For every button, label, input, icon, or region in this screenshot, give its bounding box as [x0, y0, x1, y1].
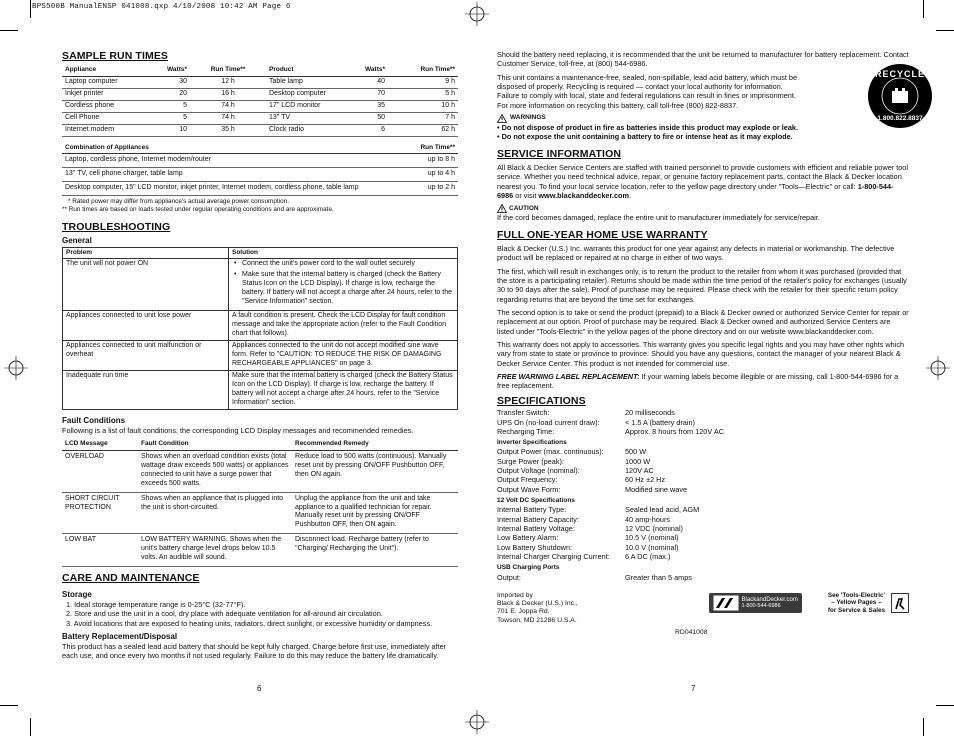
- spec-row: [497, 475, 909, 484]
- table-cell: Laptop, cordless phone, Internet modem/router: [65, 155, 211, 163]
- fault-table: [62, 439, 458, 567]
- spec-row: [497, 533, 909, 542]
- table-cell: Clock radio: [269, 125, 305, 133]
- spec-label: Transfer Switch:: [497, 408, 550, 418]
- right-column: [497, 50, 909, 637]
- table-row: [62, 534, 458, 567]
- column-header: Solution: [229, 247, 458, 258]
- table-cell: 9 h: [445, 77, 455, 85]
- table-row: [63, 259, 458, 311]
- spec-label: Output Power (max. continuous):: [497, 447, 604, 457]
- table-row: [63, 311, 458, 341]
- spec-row: [497, 447, 909, 456]
- table-row: [62, 112, 458, 124]
- table-cell: Table lamp: [269, 77, 303, 85]
- spec-row: [497, 408, 909, 417]
- imported-by-block: [497, 592, 578, 625]
- warranty-heading: FULL ONE-YEAR HOME USE WARRANTY: [497, 228, 708, 241]
- troubleshooting-table: [62, 247, 458, 410]
- combination-table: [62, 143, 458, 196]
- table-row: [63, 341, 458, 371]
- spec-row: [497, 552, 909, 561]
- spec-label: Low Battery Shutdown:: [497, 542, 573, 552]
- warranty-paragraph: The first, which will result in exchanges only, is to return the product to the retailer from whom it was purchased (provided that the store is a participating retailer). Returns should be made within the time period of the retailer's policy for exchanges (usually 30 to 90 days after the sale). Proof of purchase may be required. Please check with the retailer for their specific return policy regarding returns that are beyond the time set for exchanges.: [497, 266, 907, 304]
- spec-value: 12 VDC (nominal): [625, 524, 683, 534]
- spec-label: Internal Battery Voltage:: [497, 524, 575, 534]
- brand-block: [709, 592, 909, 614]
- column-header: Recommended Remedy: [295, 440, 369, 448]
- storage-item: 2. Store and use the unit in a cool, dry place with adequate ventilation for all-around air circulation.: [66, 609, 383, 619]
- column-header: Combination of Appliances: [65, 143, 149, 151]
- table-cell: 10: [179, 125, 187, 133]
- table-cell: Cordless phone: [65, 101, 115, 109]
- spec-value: 6 A DC (max.): [625, 552, 671, 562]
- problem-cell: The unit will not power ON: [63, 259, 229, 311]
- run-times-heading: SAMPLE RUN TIMES: [62, 50, 169, 62]
- storage-subheading: Storage: [62, 589, 92, 599]
- table-cell: Laptop computer: [65, 77, 118, 85]
- table-row: [62, 124, 458, 136]
- table-cell: up to 4 h: [427, 169, 455, 177]
- spec-row: [497, 515, 909, 524]
- problem-cell: Appliances connected to unit malfunction or overheat: [63, 341, 229, 371]
- label-replacement-text: If your warning labels become illegible or are missing, call 1-800-544-6986 for a free replacement.: [497, 372, 899, 391]
- table-cell: 62 h: [441, 125, 455, 133]
- bd-website-badge: [709, 593, 802, 613]
- spec-value: < 1.5 A (battery drain): [625, 417, 695, 427]
- see-line: for Service & Sales: [827, 606, 885, 614]
- spec-label: Surge Power (peak):: [497, 456, 564, 466]
- table-cell: Inkjet printer: [65, 89, 104, 97]
- table-row: [62, 88, 458, 100]
- imported-line: Black & Decker (U.S.) Inc.,: [497, 600, 578, 608]
- table-cell: 13" TV: [269, 113, 291, 121]
- recycle-seal: [868, 64, 932, 128]
- table-cell: Internet modem: [65, 125, 115, 133]
- warning-triangle-icon: [497, 114, 507, 123]
- spec-label: Output Frequency:: [497, 475, 558, 485]
- fault-conditions-subheading: Fault Conditions: [62, 415, 126, 425]
- warnings-title: WARNINGS: [510, 114, 546, 122]
- spec-label: Internal Battery Type:: [497, 505, 567, 515]
- service-paragraph: [497, 163, 909, 200]
- table-cell: up to 2 h: [427, 183, 455, 191]
- left-column: [62, 50, 458, 661]
- service-text: .: [628, 191, 631, 201]
- table-row: [62, 492, 458, 534]
- page-number: 7: [691, 684, 696, 693]
- warning-text: Do not expose the unit containing a battery to fire or intense heat as it may explode.: [501, 132, 793, 142]
- fault-header-row: [62, 439, 458, 450]
- table-cell: Shows when an overload condition exists (total wattage draw exceeds 500 watts) or appliances connected to unit have a surge power that exceeds 500 watts.: [141, 452, 289, 487]
- column-header: Fault Condition: [141, 440, 189, 448]
- warning-item: • Do not dispose of product in fire as batteries inside this product may explode or leak.: [497, 122, 798, 132]
- see-line: See 'Tools-Electric': [827, 592, 885, 600]
- spec-row: [497, 573, 909, 582]
- spec-label: Output:: [497, 572, 521, 582]
- table-row: [63, 371, 458, 410]
- spec-usb-list: [497, 573, 909, 582]
- see-line: – Yellow Pages –: [831, 599, 882, 607]
- spec-row: [497, 505, 909, 514]
- bd-site: BlackandDecker.com: [741, 596, 798, 603]
- warnings-title-row: [497, 114, 909, 123]
- warranty-paragraph: The second option is to take or send the product (prepaid) to a Black & Decker owned or authorized Service Center for repair or replacement at our option. Proof of purchase may be required. Black & Decker owned and authorized Service Centers are listed under "Tools-Electric" in the yellow pages of the phone directory and on our website www.blackanddecker.com.: [497, 308, 909, 336]
- run-times-header-row: [62, 65, 458, 76]
- table-cell: 74 h: [221, 113, 235, 121]
- warning-text: Do not dispose of product in fire as batteries inside this product may explode or leak.: [501, 122, 798, 132]
- table-cell: Reduce load to 500 watts (continuous). Manually reset unit by pressing ON/OFF Pushbutton OFF, then ON again.: [295, 452, 447, 478]
- spec-label: Recharging Time:: [497, 426, 555, 436]
- table-cell: 70: [377, 89, 385, 97]
- storage-item: 1. Ideal storage temperature range is 0-25°C (32-77°F).: [66, 599, 246, 609]
- spec-subheading: Inverter Specifications: [497, 439, 567, 447]
- intro-paragraph: This unit contains a maintenance-free, sealed, non-spillable, lead acid battery, which must be disposed of properly. Recycling is required — contact your local authority for information. Failure to comply with local, state and federal regulations can result in fines or imprisonment. For more information on recycling this battery, call toll-free (800) 822-8837.: [497, 72, 798, 110]
- fault-intro: Following is a list of fault conditions, the corresponding LCD Display messages and recommended remedies.: [62, 426, 414, 436]
- spec-row: [497, 524, 909, 533]
- imported-line: Imported by: [497, 592, 533, 600]
- label-replacement-title: FREE WARNING LABEL REPLACEMENT:: [497, 372, 640, 382]
- bd-phone: 1-800-544-6986: [741, 603, 781, 610]
- table-row: [62, 167, 458, 181]
- footer: [497, 592, 909, 625]
- table-row: [62, 100, 458, 112]
- specifications-heading: SPECIFICATIONS: [497, 394, 586, 407]
- spec-value: 10.0 V (nominal): [625, 542, 679, 552]
- troubleshooting-header-row: [63, 247, 458, 258]
- spec-row: [497, 418, 909, 427]
- spec-inverter-list: [497, 447, 909, 494]
- spec-value: 500 W: [625, 447, 647, 457]
- table-cell: Disconnect load. Recharge battery (refer to "Charging/ Recharging the Unit").: [295, 536, 429, 553]
- spec-general-list: [497, 408, 909, 436]
- spec-row: [497, 485, 909, 494]
- spec-label: Output Wave Form:: [497, 484, 561, 494]
- table-cell: Desktop computer: [269, 89, 326, 97]
- table-row: [62, 153, 458, 167]
- table-row: [62, 76, 458, 88]
- table-cell: 5: [183, 113, 187, 121]
- warning-item: • Do not expose the unit containing a battery to fire or intense heat as it may explode.: [497, 132, 793, 142]
- run-times-table: [62, 65, 458, 136]
- spec-row: [497, 427, 909, 436]
- table-row: [62, 181, 458, 195]
- table-cell: Desktop computer, 15" LCD monitor, inkjet printer, Internet modem, cordless phone, table lamp: [65, 183, 359, 191]
- table-cell: LOW BATTERY WARNING. Shows when the unit's battery charge level drops below 10.5 volts. An audible will sound.: [141, 536, 282, 562]
- column-header: Problem: [63, 247, 229, 258]
- table-cell: 16 h: [221, 89, 235, 97]
- footnote: ** Run times are based on loads tested under regular operating conditions and are approximate.: [62, 205, 334, 213]
- solution-cell: Appliances connected to the unit do not accept modified sine wave form. Refer to "CAUTION: TO REDUCE THE RISK OF DAMAGING RECHARGEABLE APPLIANCES" on page 3.: [229, 341, 458, 371]
- footnote: * Rated power may differ from appliance's actual average power consumption.: [68, 197, 289, 205]
- imported-line: 701 E. Joppa Rd.: [497, 608, 550, 616]
- caution-title: CAUTION: [509, 204, 539, 212]
- service-text: All Black & Decker Service Centers are staffed with trained personnel to provide customers with efficient and reliable power tool service. Whether you need technical advice, repair, or genuine factory replacement parts, contact the Black & Decker location nearest you. To find your local service location, refer to the yellow page directory under "Tools—Electric" or call:: [497, 163, 908, 191]
- label-replacement: [497, 372, 909, 391]
- table-cell: 40: [377, 77, 385, 85]
- spec-dc-list: [497, 505, 909, 561]
- column-header: Product: [269, 66, 294, 74]
- solution-cell: Make sure that the internal battery is charged (check the Battery Status Icon on the LCD Display). If charge is low, recharge the battery. If battery will not accept a charge after 24 hours, refer to the "Service Information" section.: [229, 371, 458, 410]
- column-header: Watts*: [167, 66, 187, 74]
- imported-line: Towson, MD 21286 U.S.A.: [497, 616, 577, 624]
- table-cell: 12 h: [221, 77, 235, 85]
- service-text: or visit: [513, 191, 539, 201]
- table-cell: 30: [179, 77, 187, 85]
- general-subheading: General: [62, 235, 92, 245]
- table-cell: 5: [183, 101, 187, 109]
- warranty-paragraph: This warranty does not apply to accessories. This warranty gives you specific legal rights and you may have other rights which vary from state to state or province to province. Should you have any questions, contact the manager of your nearest Black & Decker Service Center. This product is not intended for commercial use.: [497, 340, 905, 368]
- combination-header-row: [62, 143, 458, 154]
- solution-bullet: • Connect the unit's power cord to the wall outlet securely: [232, 260, 454, 269]
- table-cell: 13" TV, cell phone charger, table lamp: [65, 169, 183, 177]
- table-cell: 35: [377, 101, 385, 109]
- spec-label: Low Battery Alarm:: [497, 533, 559, 543]
- spec-value: 10.5 V (nominal): [625, 533, 679, 543]
- spec-label: Internal Charger Charging Current:: [497, 552, 610, 562]
- see-tools-block: [828, 592, 885, 614]
- table-cell: up to 8 h: [427, 155, 455, 163]
- service-phone: 1-800-544-6986: [497, 181, 894, 201]
- recycle-number: 1.800.822.8837: [877, 115, 923, 122]
- walking-fingers-icon: [891, 593, 909, 613]
- spec-label: UPS On (no-load current draw):: [497, 417, 600, 427]
- column-header: Run Time**: [420, 143, 455, 151]
- spec-value: Approx. 8 hours from 120V AC: [625, 426, 724, 436]
- spec-value: Greater than 5 amps: [625, 572, 692, 582]
- spec-label: Output Voltage (nominal):: [497, 466, 580, 476]
- bd-website-text: [742, 597, 798, 610]
- table-cell: 7 h: [445, 113, 455, 121]
- recycle-word: RECYCLE: [874, 69, 925, 79]
- service-url: www.blackanddecker.com: [538, 191, 629, 201]
- table-cell: 6: [381, 125, 385, 133]
- column-header: Appliance: [65, 66, 97, 74]
- document-code: RD041008: [675, 628, 708, 636]
- solution-bullet: • Make sure that the internal battery is charged (check the Battery Status Icon on the LCD Display). If charge is low, recharge the battery. If battery will not accept a charge after 24 hours, refer to the "Service Information" section.: [232, 271, 454, 307]
- table-cell: 74 h: [221, 101, 235, 109]
- service-heading: SERVICE INFORMATION: [497, 147, 622, 160]
- warranty-paragraph: Black & Decker (U.S.) Inc. warrants this product for one year against any defects in material or workmanship. The defective product will be replaced or repaired at no charge in either of two ways.: [497, 244, 895, 263]
- caution-triangle-icon: [497, 204, 507, 213]
- table-cell: Cell Phone: [65, 113, 100, 121]
- care-heading: CARE AND MAINTENANCE: [62, 572, 200, 585]
- table-cell: 20: [179, 89, 187, 97]
- table-cell: OVERLOAD: [65, 452, 104, 460]
- bd-logo-icon: [713, 595, 739, 611]
- storage-item: 3. Avoid locations that are exposed to heating units, radiators, direct sunlight, or excessive humidity or dampness.: [66, 618, 433, 628]
- table-cell: 10 h: [441, 101, 455, 109]
- table-row: [62, 450, 458, 492]
- table-cell: 5 h: [445, 89, 455, 97]
- table-cell: 50: [377, 113, 385, 121]
- intro-paragraph: Should the battery need replacing, it is recommended that the unit be returned to manufacturer for battery replacement. Contact Customer Service, toll-free, at (800) 544-6986.: [497, 50, 909, 69]
- solution-cell: [229, 259, 458, 311]
- solution-cell: A fault condition is present. Check the LCD Display for fault condition message and take the appropriate action (refer to the Fault Condition chart that follows).: [229, 311, 458, 341]
- page-number: 6: [257, 684, 262, 693]
- spec-row: [497, 466, 909, 475]
- table-cell: 35 h: [221, 125, 235, 133]
- battery-subheading: Battery Replacement/Disposal: [62, 631, 178, 641]
- table-cell: LOW BAT: [65, 536, 96, 544]
- column-header: Run Time**: [210, 66, 246, 74]
- spec-label: Internal Battery Capacity:: [497, 514, 579, 524]
- problem-cell: Appliances connected to unit lose power: [63, 311, 229, 341]
- spec-value: 20 milliseconds: [625, 408, 675, 418]
- battery-text: This product has a sealed lead acid battery that should be kept fully charged. Charge before first use, immediately after each use, and once every two months if not used regularly. Failure to do this may reduce the battery life dramatically.: [62, 642, 447, 661]
- spec-value: Modified sine wave: [625, 484, 688, 494]
- spec-value: 120V AC: [625, 466, 654, 476]
- column-header: Watts*: [365, 66, 385, 74]
- spec-value: Sealed lead acid, AGM: [625, 505, 700, 515]
- spec-value: 1000 W: [625, 456, 651, 466]
- caution-title-row: [497, 204, 909, 213]
- spec-subheading: USB Charging Ports: [497, 564, 560, 572]
- table-cell: Unplug the appliance from the unit and take appliance to a qualified technician for repair. Manually reset unit by pressing ON/OFF Pushbutton OFF, then ON again.: [295, 494, 432, 529]
- spec-value: 60 Hz ±2 Hz: [625, 475, 666, 485]
- column-header: LCD Message: [65, 440, 108, 448]
- table-cell: SHORT CIRCUIT PROTECTION: [65, 494, 120, 511]
- spec-row: [497, 457, 909, 466]
- spec-value: 40 amp-hours: [625, 514, 671, 524]
- column-header: Run Time**: [420, 66, 455, 74]
- troubleshooting-heading: TROUBLESHOOTING: [62, 221, 171, 234]
- caution-text: If the cord becomes damaged, replace the entire unit to manufacturer immediately for service/repair.: [497, 213, 820, 223]
- table-cell: 17" LCD monitor: [269, 101, 321, 109]
- right-page: [477, 0, 954, 736]
- problem-cell: Inadequate run time: [63, 371, 229, 410]
- spec-subheading: 12 Volt DC Specifications: [497, 497, 575, 505]
- spec-row: [497, 543, 909, 552]
- table-cell: Shows when an appliance that is plugged into the unit is short-circuited.: [141, 494, 284, 511]
- print-slug: BPS500B ManualENSP 041008.qxp 4/10/2008 10:42 AM Page 6: [32, 3, 291, 11]
